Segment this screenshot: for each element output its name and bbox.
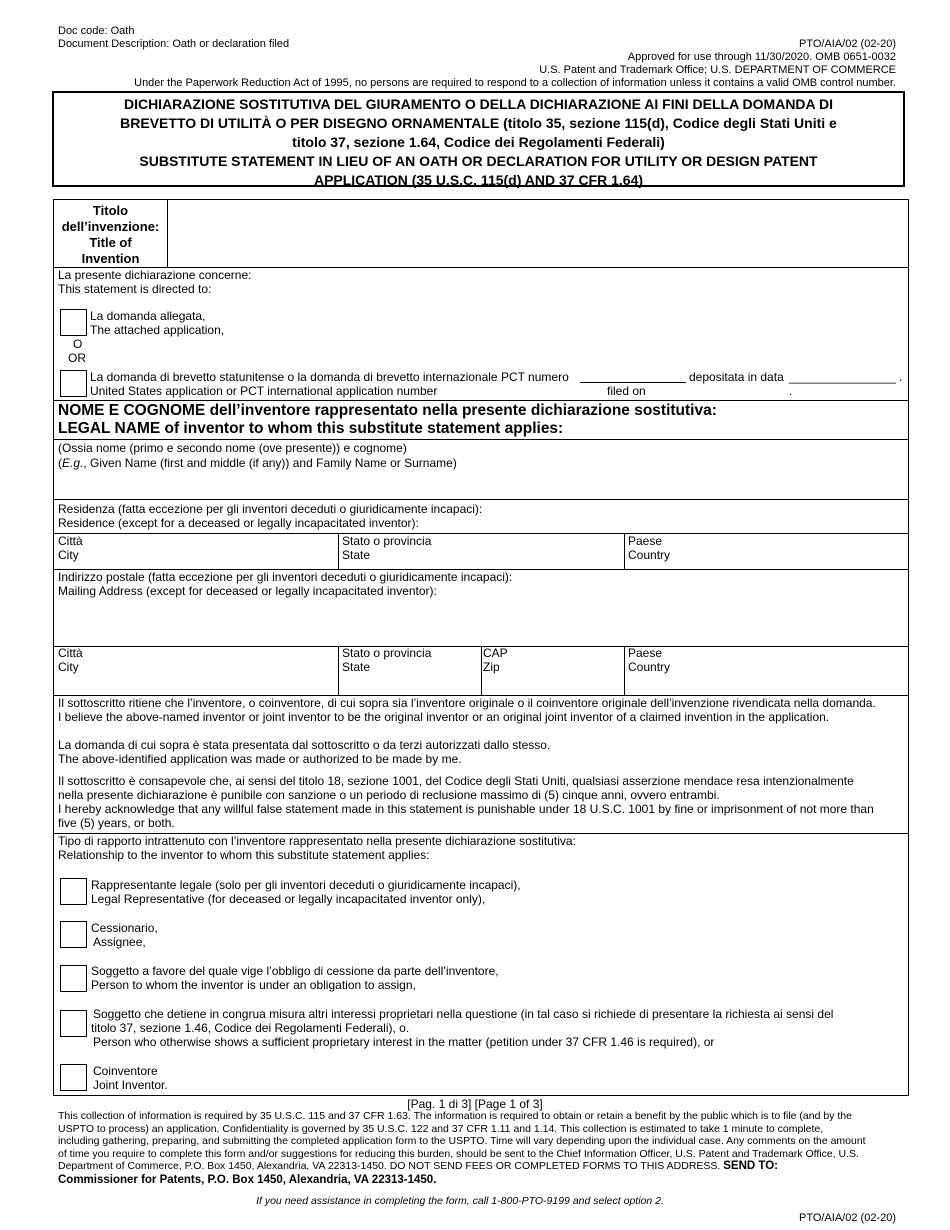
divider [54,439,908,440]
hint-paren: ( [58,456,62,470]
title-italian-line1: DICHIARAZIONE SOSTITUTIVA DEL GIURAMENTO O DELLA DICHIARAZIONE AI FINI DELLA DOMANDA DI [123,96,834,112]
title-box [52,91,905,187]
obligation-to-assign-checkbox[interactable] [60,965,87,992]
mailing-country-en: Country [628,660,671,674]
mailing-state-en: State [342,660,371,674]
filing-date-field[interactable]: ________________ [789,370,896,384]
title-english-line2: APPLICATION (35 U.S.C. 115(d) AND 37 CFR 1.64) [313,172,644,188]
divider [481,646,482,695]
divider [54,400,908,401]
or-en: OR [68,351,86,365]
divider [624,646,625,695]
mailing-zip-it: CAP [483,646,508,660]
option1-it: La domanda allegata, [90,309,206,323]
opt3-it: Soggetto a favore del quale vige l’obbligo di cessione da parte dell’inventore, [91,964,499,978]
application-number-field[interactable] [580,382,686,383]
burden-line2: USPTO to process) an application. Confidentiality is governed by 35 U.S.C. 122 and 37 CFR 1.11 and 1.14. This collection is estimated to take 1 minute to complete, [58,1122,824,1135]
invention-title-label [54,203,167,267]
residence-state-it: Stato o provincia [342,534,432,548]
opt5-it: Coinventore [93,1064,158,1078]
title-italian-line3: titolo 37, sezione 1.64, Codice dei Regolamenti Federali) [292,134,665,150]
opt1-en: Legal Representative (for deceased or legally incapacitated inventor only), [91,892,486,906]
residence-country-en: Country [628,548,671,562]
residence-country-it: Paese [628,534,663,548]
residence-en: Residence (except for a deceased or legally incapacitated inventor): [58,516,419,530]
made-it: La domanda di cui sopra è stata presentata dal sottoscritto o da terzi autorizzati dallo stesso. [58,738,551,752]
option2-en: United States application or PCT international application number [90,384,438,398]
opt2-it: Cessionario, [91,921,158,935]
form-number: PTO/AIA/02 (02-20) [798,38,896,50]
joint-inventor-checkbox[interactable] [60,1064,87,1091]
opt2-en: Assignee, [93,935,146,949]
opt3-en: Person to whom the inventor is under an obligation to assign, [91,978,416,992]
burden-line3: including gathering, preparing, and submitting the completed application form to the USPTO. Time will vary depending upon the individual case. Any comments on the amount [58,1135,866,1147]
assignee-checkbox[interactable] [60,921,87,948]
burden-line4: of time you require to complete this form and/or suggestions for reducing this burden, should be sent to the Chief Information Officer, U.S. Patent and Trademark Office, U.S. [58,1147,859,1160]
mailing-en: Mailing Address (except for deceased or legally incapacitated inventor): [58,584,437,598]
mailing-it: Indirizzo postale (fatta eccezione per gli inventori deceduti o giuridicamente incapaci): [58,570,513,584]
legal-name-head-it: NOME E COGNOME dell’inventore rappresentato nella presente dichiarazione sostitutiva: [58,402,717,419]
mailing-city-en: City [58,660,79,674]
relationship-it: Tipo di rapporto intrattenuto con l’inventore rappresentato nella presente dichiarazione sostitutiva: [58,834,576,848]
residence-city-field[interactable] [58,534,334,568]
opt1-it: Rappresentante legale (solo per gli inventori deceduti o giuridicamente incapaci), [91,878,521,892]
believe-it: Il sottoscritto ritiene che l’inventore, o coinventore, di cui sopra sia l’inventore originale o il coinventore originale dell’invenzione rivendicata nella domanda. [58,696,876,710]
title-english-line1: SUBSTITUTE STATEMENT IN LIEU OF AN OATH OR DECLARATION FOR UTILITY OR DESIGN PATENT [139,153,818,169]
directed-it: La presente dichiarazione concerne: [58,268,252,282]
proprietary-interest-checkbox[interactable] [60,1010,87,1037]
send-to-label: SEND TO: [723,1160,779,1172]
legal-name-hint-en [58,456,457,470]
footer-form-number: PTO/AIA/02 (02-20) [798,1212,896,1224]
divider [624,533,625,569]
mailing-city-field[interactable] [58,646,334,694]
mailing-state-field[interactable] [342,646,480,694]
residence-city-en: City [58,548,79,562]
title-italian-line2: BREVETTO DI UTILITÀ O PER DISEGNO ORNAMENTALE (titolo 35, sezione 115(d), Codice degli Stati Uniti e [120,115,837,131]
mailing-zip-field[interactable] [483,646,621,694]
directed-en: This statement is directed to: [58,282,212,296]
option2-filed-en: filed on [607,384,646,398]
residence-state-field[interactable] [342,534,622,568]
residence-state-en: State [342,548,371,562]
office-name: U.S. Patent and Trademark Office; U.S. DEPARTMENT OF COMMERCE [539,64,896,76]
legal-name-hint-it: (Ossia nome (primo e secondo nome (ove presente)) e cognome) [58,441,407,455]
legal-representative-checkbox[interactable] [60,878,87,905]
relationship-en: Relationship to the inventor to whom this substitute statement applies: [58,848,430,862]
believe-en: I believe the above-named inventor or joint inventor to be the original inventor or an original joint inventor of a claimed invention in the application. [58,710,830,724]
residence-country-field[interactable] [628,534,904,568]
hint-rest: , Given Name (first and middle (if any)) and Family Name or Surname) [83,456,457,470]
doc-description: Document Description: Oath or declaration filed [58,38,290,50]
burden-line5: Department of Commerce, P.O. Box 1450, Alexandria, VA 22313-1450. DO NOT SEND FEES OR COMPLETED FORMS TO THIS ADDRESS. [58,1160,721,1172]
mailing-state-it: Stato o provincia [342,646,432,660]
option2-it: La domanda di brevetto statunitense o la domanda di brevetto internazionale PCT numero [90,370,569,384]
doc-code: Doc code: Oath [58,25,135,37]
application-number-checkbox[interactable] [60,370,87,397]
opt5-en: Joint Inventor. [93,1078,168,1092]
burden-line1: This collection of information is required by 35 U.S.C. 115 and 37 CFR 1.63. The information is required to obtain or retain a benefit by the public which is to file (and by the [58,1110,852,1122]
opt4-it1: Soggetto che detiene in congrua misura altri interessi proprietari nella questione (in tal caso si richiede di presentare la richiesta ai sensi del [93,1007,834,1021]
assistance-note: If you need assistance in completing the form, call 1-800-PTO-9199 and select option 2. [256,1195,664,1207]
divider [338,533,339,569]
option2-period-en: . [789,384,793,398]
made-en: The above-identified application was made or authorized to be made by me. [58,752,462,766]
legal-name-head-en: LEGAL NAME of inventor to whom this substitute statement applies: [58,420,564,437]
ack-it1: Il sottoscritto è consapevole che, ai sensi del titolo 18, sezione 1001, del Codice degli Stati Uniti, qualsiasi asserzione mendace resa intenzionalmente [58,774,854,788]
opt4-it2: titolo 37, sezione 1.46, Codice dei Regolamenti Federali), o. [91,1021,410,1035]
hint-eg: E.g. [62,456,84,470]
divider [338,646,339,695]
or-it: O [73,337,83,351]
mailing-address-field[interactable] [58,600,898,644]
option1-en: The attached application, [90,323,225,337]
mailing-country-it: Paese [628,646,663,660]
invention-label-en2: Invention [81,251,140,266]
residence-city-it: Città [58,534,83,548]
paperwork-notice: Under the Paperwork Reduction Act of 1995, no persons are required to respond to a collection of information unless it contains a valid OMB control number. [134,77,896,89]
burden-statement [58,1110,908,1187]
substitute-statement-form [53,199,909,1096]
invention-title-field[interactable] [172,204,902,262]
mailing-city-it: Città [58,646,83,660]
residence-it: Residenza (fatta eccezione per gli inventori deceduti o giuridicamente incapaci): [58,502,483,516]
invention-label-it2: dell’invenzione: [61,219,160,234]
approval-notice: Approved for use through 11/30/2020. OMB 0651-0032 [627,51,896,63]
opt4-en: Person who otherwise shows a sufficient proprietary interest in the matter (petition under 37 CFR 1.46 is required), or [93,1035,715,1049]
ack-en2: five (5) years, or both. [58,816,175,830]
commissioner-address: Commissioner for Patents, P.O. Box 1450, Alexandria, VA 22313-1450. [58,1173,437,1186]
ack-en1: I hereby acknowledge that any willful false statement made in this statement is punishable under 18 U.S.C. 1001 by fine or imprisonment of not more than [58,802,874,816]
mailing-zip-en: Zip [483,660,500,674]
option2-period: . [899,370,903,384]
invention-label-en1: Title of [89,235,132,250]
attached-application-checkbox[interactable] [60,309,87,336]
invention-label-it1: Titolo [92,203,129,218]
page-indicator: [Pag. 1 di 3] [Page 1 of 3] [407,1097,543,1111]
divider [167,200,168,267]
mailing-country-field[interactable] [628,646,904,694]
ack-it2: nella presente dichiarazione è punibile con sanzione o un periodo di reclusione massimo di (5) cinque anni, ovvero entrambi. [58,788,720,802]
divider [54,499,908,500]
option2-filed-it: depositata in data [689,370,784,384]
legal-name-field[interactable] [58,472,898,498]
